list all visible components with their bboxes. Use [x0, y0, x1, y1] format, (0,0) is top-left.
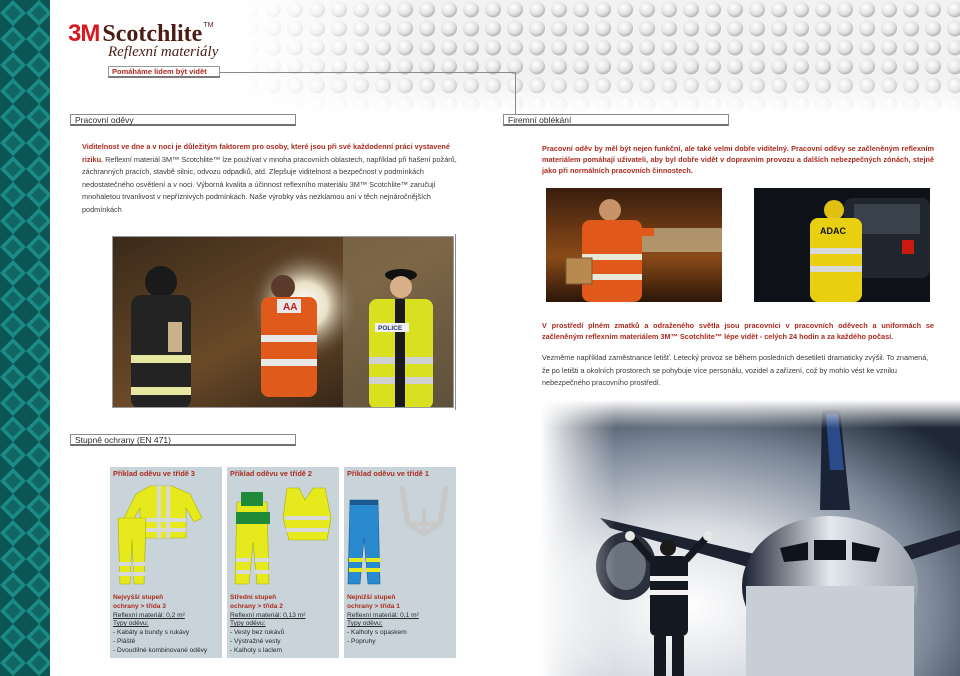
class1-garment-image	[344, 478, 456, 590]
class1-title-line1: Nejnižší stupeň	[347, 594, 396, 601]
class3-garment-image	[110, 478, 222, 590]
logo-brand: Scotchlite	[102, 21, 203, 47]
class2-card-header: Příklad oděvu ve třídě 2	[227, 465, 339, 478]
class1-card-header: Příklad oděvu ve třídě 1	[344, 465, 456, 478]
class3-card-header: Příklad oděvu ve třídě 3	[110, 465, 222, 478]
class2-item: - Kalhoty s laclem	[230, 646, 283, 654]
logo-tm: TM	[203, 22, 214, 29]
class3-material: Reflexní materiál: 0,2 m²	[113, 611, 185, 619]
divider-line	[220, 72, 516, 73]
class1-material: Reflexní materiál: 0,1 m²	[347, 611, 419, 619]
delivery-worker-photo	[546, 188, 722, 302]
class1-types-label: Typy oděvu:	[347, 620, 383, 628]
class2-title-line2: ochrany > třída 2	[230, 602, 283, 610]
class2-title-line1: Střední stupeň	[230, 594, 277, 601]
class3-item: - Dvoudílné kombinované oděvy	[113, 646, 208, 654]
section-title-corporate-clothing: Firemní oblékání	[503, 114, 729, 126]
divider-line	[515, 72, 516, 114]
adac-badge-text: ADAC	[820, 226, 846, 236]
adac-worker-photo	[754, 188, 930, 302]
class3-item: - Pláště	[113, 637, 136, 645]
section-title-work-clothing: Pracovní oděvy	[70, 114, 296, 126]
airport-paragraph-1: Vezměme například zaměstnance letišť. Letecký provoz se během posledních desetiletí dramaticky zvýšil. To znamená, že po letišti a okolních prostorech se pohybuje více personálu, vozidel a zařízení, což by mohlo vést ke vzniku nebezpečného pracovního prostředí.	[542, 353, 929, 387]
logo-3m: 3M	[68, 20, 100, 47]
class1-item: - Popruhy	[347, 637, 376, 645]
class1-card-info	[344, 590, 456, 658]
header-bubble-texture	[240, 0, 960, 112]
class3-item: - Kabáty a bundy s rukávy	[113, 629, 190, 637]
class3-card-info	[110, 590, 222, 658]
work-clothing-intro: Viditelnost ve dne a v noci je důležitým faktorem pro osoby, které jsou při své každodenní práci vystavené riziku.	[82, 142, 450, 164]
section-title-protection-levels: Stupně ochrany (EN 471)	[70, 434, 296, 446]
class2-card-info	[227, 590, 339, 658]
class2-garment-image	[227, 478, 339, 590]
corporate-caption: V prostředí plném zmatků a odraženého světla jsou pracovníci v pracovních oděvech a uniformách se začleněným reflexním materiálem 3M™ Scotchlite™ lépe vidět - celých 24 hodin a za každého počasí.	[542, 321, 934, 341]
corporate-intro: Pracovní oděv by měl být nejen funkční, ale také velmi dobře viditelný. Pracovní oděvy se začleněným reflexním materiálem pomáhají uživateli, aby byl dobře vidět v dopravním provozu a dalších nebezpečných zónách, stejně jako při normálních pracovních činnostech.	[542, 144, 934, 175]
airport-airplane-photo	[540, 400, 960, 676]
emergency-workers-photo	[112, 236, 454, 408]
aa-badge-text: AA	[283, 302, 298, 313]
class1-item: - Kalhoty s opaskem	[347, 629, 407, 637]
class2-material: Reflexní materiál: 0,13 m²	[230, 611, 306, 619]
brand-subtitle: Reflexní materiály	[108, 44, 219, 60]
work-clothing-text	[82, 141, 462, 216]
tagline: Pomáháme lidem být vidět	[108, 66, 220, 78]
decorative-side-strip	[0, 0, 50, 676]
class1-title-line2: ochrany > třída 1	[347, 602, 400, 610]
divider-line	[455, 234, 456, 410]
class3-title-line2: ochrany > třída 3	[113, 602, 166, 610]
class2-types-label: Typy oděvu:	[230, 620, 266, 628]
class2-item: - Vesty bez rukávů	[230, 629, 285, 637]
class3-types-label: Typy oděvu:	[113, 620, 149, 628]
work-clothing-body: Reflexní materiál 3M™ Scotchlite™ lze používat v mnoha pracovních oblastech, například při hašení požárů, záchranných pracích, stavbě silnic, odvozu odpadků, atd. Zlepšuje viditelnost a bezpečnost v podmínkách nedostatečného osvětlení a v noci. Výborná kvalita a účinnost reflexního materiálu 3M™ Scotchlite™ zaručují mnohaletou trvanlivost v nepříznivých podmínkách. Naše výrobky vás nezklamou ani v těch nejnáročnějších podmínkách	[82, 154, 457, 214]
class3-title-line1: Nejvyšší stupeň	[113, 594, 164, 601]
police-badge-text: POLICE	[378, 325, 403, 332]
scotchlite-logo	[68, 20, 213, 46]
class2-item: - Výstražné vesty	[230, 637, 281, 645]
